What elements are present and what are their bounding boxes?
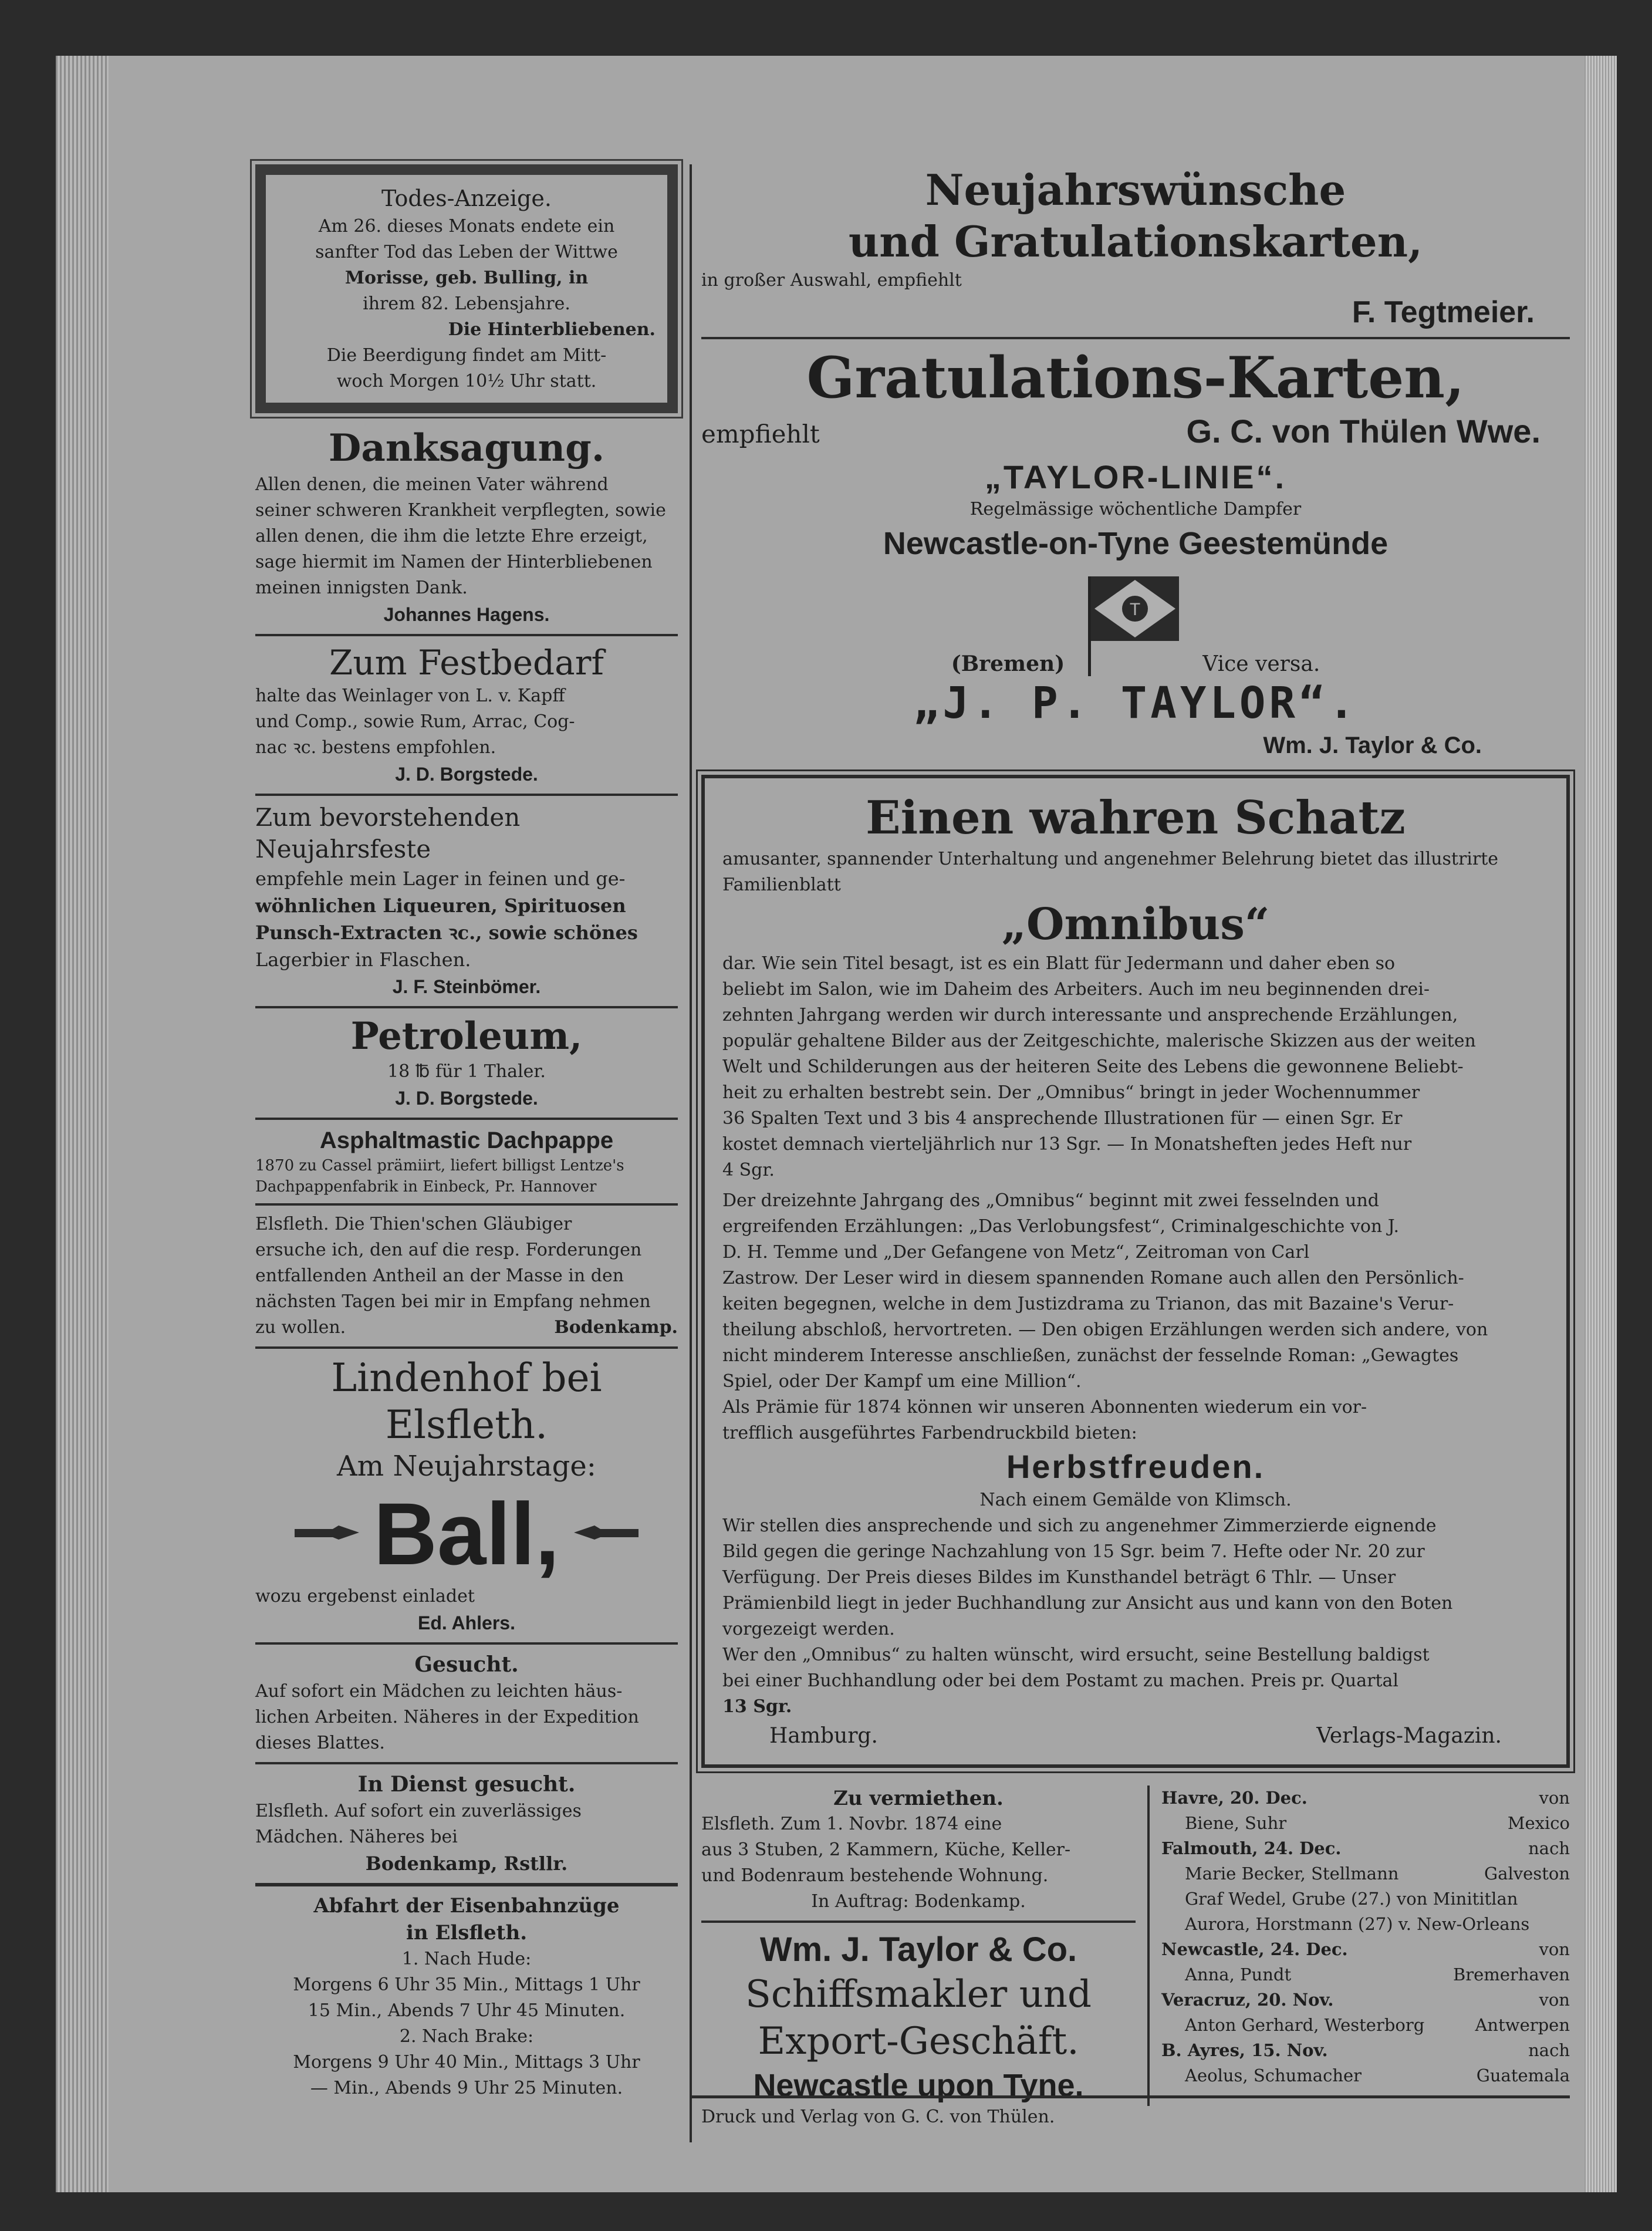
taylor-name: „J. P. TAYLOR“. <box>913 678 1359 728</box>
text-line: zu wollen. <box>255 1317 346 1338</box>
text-line: allen denen, die ihm die letzte Ehre erzeigt, <box>255 526 648 546</box>
text-line: 4 Sgr. <box>722 1160 775 1180</box>
death-notice-title: Todes-Anzeige. <box>381 185 552 211</box>
signature: Die Hinterbliebenen. <box>448 319 656 340</box>
text-line: ergreifenden Erzählungen: „Das Verlobungsfest“, Criminalgeschichte von J. <box>722 1216 1400 1237</box>
text-line: 1870 zu Cassel prämiirt, liefert billigst Lentze's <box>255 1157 624 1174</box>
omnibus-paragraph-1 <box>722 951 1549 1183</box>
text-line: theilung abschloß, hervortreten. — Den obigen Erzählungen werden sich andere, von <box>722 1319 1488 1340</box>
ship-entry: B. Ayres, 15. Nov. <box>1161 2040 1328 2060</box>
ship-entry: Biene, Suhr <box>1185 1813 1287 1833</box>
heading: Gesucht. <box>414 1652 519 1677</box>
text-line: sage hiermit im Namen der Hinterbliebenen <box>255 552 653 572</box>
train-schedule <box>255 1892 678 2101</box>
dienst-ad <box>255 1770 678 1877</box>
left-column <box>255 164 678 2101</box>
divider <box>255 1883 678 1886</box>
text-line: ersuche ich, den auf die resp. Forderungen <box>255 1240 642 1260</box>
text-line: Verfügung. Der Preis dieses Bildes im Kunsthandel beträgt 6 Thlr. — Unser <box>722 1567 1396 1588</box>
ship-entry: Havre, 20. Dec. <box>1161 1788 1308 1808</box>
heading: Neujahrswünsche <box>925 165 1346 215</box>
ship-entry: Aeolus, Schumacher <box>1185 2065 1362 2085</box>
ship-destination: von <box>1539 1939 1570 1959</box>
ship-destination: nach <box>1528 1838 1570 1858</box>
text-line: dieses Blattes. <box>255 1733 385 1753</box>
divider <box>255 794 678 796</box>
text-line: woch Morgen 10½ Uhr statt. <box>336 371 597 391</box>
text-line: nächsten Tagen bei mir in Empfang nehmen <box>255 1291 651 1312</box>
divider <box>255 1642 678 1645</box>
text-line: vorgezeigt werden. <box>722 1619 895 1639</box>
ship-destination: von <box>1539 1990 1570 2010</box>
signature: Wm. J. Taylor & Co. <box>1263 733 1482 758</box>
ship-entry: Aurora, Horstmann (27) v. New-Orleans <box>1185 1914 1530 1934</box>
text-line: sanfter Tod das Leben der Wittwe <box>315 242 618 262</box>
text-line: halte das Weinlager von L. v. Kapff <box>255 686 565 706</box>
column-rule <box>690 164 692 2142</box>
ship-row <box>1161 2063 1570 2088</box>
ship-destination: Mexico <box>1507 1813 1570 1833</box>
text-line: Morgens 9 Uhr 40 Min., Mittags 3 Uhr <box>293 2052 640 2073</box>
text-line: Familienblatt <box>722 875 841 895</box>
text-line: 18 ℔ für 1 Thaler. <box>387 1061 546 1082</box>
ship-row <box>1161 1786 1570 1811</box>
heading: „TAYLOR-LINIE“. <box>984 458 1287 495</box>
omnibus-paragraph-3 <box>722 1513 1549 1720</box>
signature: J. D. Borgstede. <box>395 1088 538 1109</box>
text-line: Am 26. dieses Monats endete ein <box>318 216 615 237</box>
text-line: Vice versa. <box>1202 652 1320 676</box>
ship-entry: Veracruz, 20. Nov. <box>1161 1990 1334 2010</box>
route-label: 2. Nach Brake: <box>399 2026 534 2047</box>
taylor-line-ad <box>701 458 1570 761</box>
flag-letter: T <box>1130 600 1141 619</box>
ship-row <box>1161 1937 1570 1962</box>
text-line: lichen Arbeiten. Näheres in der Expedition <box>255 1707 639 1727</box>
publisher: Verlags-Magazin. <box>1316 1724 1502 1748</box>
picture-title: Herbstfreuden. <box>1006 1448 1265 1485</box>
omnibus-ad <box>701 775 1570 1768</box>
page-edge-left <box>56 56 109 2192</box>
text-line: bei einer Buchhandlung oder bei dem Postamt zu machen. Preis pr. Quartal <box>722 1670 1398 1691</box>
newspaper-page <box>56 56 1617 2192</box>
text-line: amusanter, spannender Unterhaltung und angenehmer Belehrung bietet das illustrirte <box>722 849 1499 869</box>
text-line: trefflich ausgeführtes Farbendruckbild bieten: <box>722 1423 1137 1443</box>
heading: In Dienst gesucht. <box>357 1772 576 1797</box>
asphalt-ad <box>255 1126 678 1197</box>
heading: Danksagung. <box>328 426 605 470</box>
signature: J. F. Steinbömer. <box>392 976 541 997</box>
subheading: in Elsfleth. <box>406 1921 528 1945</box>
ship-destination: Bremerhaven <box>1452 1965 1570 1984</box>
lindenhof-ad <box>255 1355 678 1636</box>
text-line: beliebt im Salon, wie im Daheim des Arbeiters. Auch im neu beginnenden drei- <box>722 979 1430 1000</box>
signature: Johannes Hagens. <box>383 604 550 625</box>
text-line: Welt und Schilderungen aus der heiteren Seite des Lebens die gewonnene Beliebt- <box>722 1057 1464 1077</box>
ball-title: Ball, <box>373 1484 560 1583</box>
magazine-name: „Omnibus“ <box>1001 899 1270 950</box>
ship-entry: Graf Wedel, Grube (27.) von Minititlan <box>1185 1889 1518 1909</box>
text-line: 13 Sgr. <box>722 1696 792 1717</box>
city: Hamburg. <box>769 1724 878 1748</box>
ship-row <box>1161 1987 1570 2013</box>
text-line: populär gehaltene Bilder aus der Zeitgeschichte, malerische Skizzen aus der weiten <box>722 1031 1476 1051</box>
ship-destination: Antwerpen <box>1475 2015 1570 2035</box>
text-line: Prämienbild liegt in jeder Buchhandlung zur Ansicht aus und kann von den Boten <box>722 1593 1453 1614</box>
ship-row <box>1161 1836 1570 1861</box>
text-line: Elsfleth. Auf sofort ein zuverlässiges <box>255 1801 582 1821</box>
rent-ad <box>701 1786 1136 1915</box>
text-line: Der dreizehnte Jahrgang des „Omnibus“ beginnt mit zwei fesselnden und <box>722 1190 1380 1211</box>
text-line: aus 3 Stuben, 2 Kammern, Küche, Keller- <box>701 1840 1071 1860</box>
route-line: Newcastle-on-Tyne Geestemünde <box>883 526 1389 561</box>
text-line: und Bodenraum bestehende Wohnung. <box>701 1865 1049 1886</box>
text-line: in großer Auswahl, empfiehlt <box>701 270 962 291</box>
text-line: keiten begegnen, welche in dem Justizdrama zu Trianon, das mit Bazaine's Verur- <box>722 1294 1454 1314</box>
heading: Gratulations-Karten, <box>806 345 1465 411</box>
gratulation-ad <box>701 345 1570 452</box>
signature: J. D. Borgstede. <box>395 764 538 785</box>
ship-entry: Anton Gerhard, Westerborg <box>1185 2015 1425 2035</box>
rent-and-broker <box>701 1786 1147 2106</box>
divider <box>255 634 678 636</box>
death-notice <box>255 164 678 413</box>
ship-destination: von <box>1539 1788 1570 1808</box>
signature: F. Tegtmeier. <box>1352 295 1535 329</box>
text-line: 15 Min., Abends 7 Uhr 45 Minuten. <box>308 2000 626 2021</box>
text-line: empfehle mein Lager in feinen und ge- <box>255 868 626 890</box>
thanks-notice <box>255 425 678 628</box>
text-line: Allen denen, die meinen Vater während <box>255 474 609 495</box>
text-line: empfiehlt <box>701 420 820 448</box>
pointing-hand-left-icon <box>571 1522 641 1545</box>
text-line: Wir stellen dies ansprechende und sich zu angenehmer Zimmerzierde eignende <box>722 1516 1437 1536</box>
text-line: entfallenden Antheil an der Masse in den <box>255 1265 624 1286</box>
text-line: seiner schweren Krankheit verpflegten, sowie <box>255 500 666 521</box>
text-line: kostet demnach vierteljährlich nur 13 Sgr. — In Monatsheften jedes Heft nur <box>722 1134 1412 1155</box>
heading: Abfahrt der Eisenbahnzüge <box>313 1894 620 1918</box>
ship-row <box>1161 1912 1570 1937</box>
text-line: — Min., Abends 9 Uhr 25 Minuten. <box>310 2078 623 2098</box>
text-line: Morgens 6 Uhr 35 Min., Mittags 1 Uhr <box>293 1975 640 1995</box>
signature: Ed. Ahlers. <box>418 1612 515 1633</box>
signature: Bodenkamp, Rstllr. <box>365 1852 568 1875</box>
omnibus-paragraph-2 <box>722 1188 1549 1446</box>
heading: Zum Festbedarf <box>329 643 604 683</box>
bottom-split <box>701 1786 1570 2106</box>
right-column <box>701 164 1570 2106</box>
divider <box>255 1203 678 1206</box>
text-line: (Bremen) <box>951 652 1065 676</box>
text-line: Auf sofort ein Mädchen zu leichten häus- <box>255 1681 623 1702</box>
divider <box>255 1762 678 1764</box>
divider <box>255 1346 678 1349</box>
flag-icon <box>1088 576 1179 676</box>
ship-row <box>1161 2013 1570 2038</box>
ship-entry: Anna, Pundt <box>1185 1965 1292 1984</box>
text-line: nac ꝛc. bestens empfohlen. <box>255 737 496 758</box>
heading: Schiffsmakler und <box>745 1973 1092 2016</box>
ship-row <box>1161 2038 1570 2063</box>
heading: Zu vermiethen. <box>833 1787 1004 1810</box>
heading: Lindenhof bei Elsfleth. <box>331 1355 602 1447</box>
text-line: heit zu erhalten bestrebt sein. Der „Omnibus“ bringt in jeder Wochennummer <box>722 1082 1420 1103</box>
ship-entry: Falmouth, 24. Dec. <box>1161 1838 1342 1858</box>
omnibus-footer <box>722 1720 1549 1753</box>
text-line: In Auftrag: Bodenkamp. <box>811 1891 1026 1912</box>
ship-row <box>1161 1861 1570 1886</box>
pointing-hand-right-icon <box>292 1522 362 1545</box>
ship-destination: nach <box>1528 2040 1570 2060</box>
text-line: und Comp., sowie Rum, Arrac, Cog- <box>255 711 575 732</box>
text-line: Als Prämie für 1874 können wir unseren Abonnenten wiederum ein vor- <box>722 1397 1367 1417</box>
heading: und Gratulationskarten, <box>848 217 1423 266</box>
text-line: ihrem 82. Lebensjahre. <box>363 293 570 314</box>
thien-notice <box>255 1211 678 1341</box>
ship-entry: Marie Becker, Stellmann <box>1185 1864 1399 1884</box>
imprint: Druck und Verlag von G. C. von Thülen. <box>701 2107 1055 2127</box>
signature: Bodenkamp. <box>554 1317 678 1338</box>
text-line: Wer den „Omnibus“ zu halten wünscht, wird ersucht, seine Bestellung baldigst <box>722 1645 1430 1665</box>
petroleum-ad <box>255 1014 678 1112</box>
gesucht-ad <box>255 1651 678 1756</box>
text-line: Dachpappenfabrik in Einbeck, Pr. Hannover <box>255 1178 597 1196</box>
text-line: D. H. Temme und „Der Gefangene von Metz“, Zeitroman von Carl <box>722 1242 1310 1263</box>
divider <box>255 1118 678 1120</box>
neujahr-ad <box>255 802 678 1000</box>
heading: Newcastle upon Tyne. <box>753 2068 1084 2103</box>
heading: Einen wahren Schatz <box>866 791 1406 845</box>
text-line: Morisse, geb. Bulling, in <box>344 268 589 288</box>
greeting-cards-ad <box>701 164 1570 331</box>
shipbroker-ad <box>701 1929 1136 2106</box>
heading: Petroleum, <box>350 1014 583 1058</box>
text-line: nicht minderem Interesse anschließen, zunächst der fesselnde Roman: „Gewagtes <box>722 1345 1459 1366</box>
page-edge-right <box>1585 56 1617 2192</box>
ship-row <box>1161 1886 1570 1912</box>
heading: Wm. J. Taylor & Co. <box>759 1930 1077 1969</box>
text-line: wozu ergebenst einladet <box>255 1586 475 1606</box>
text-line: Punsch-Extracten ꝛc., sowie schönes <box>255 922 638 944</box>
text-line: Zastrow. Der Leser wird in diesem spannenden Romane auch allen den Persönlich- <box>722 1268 1464 1288</box>
text-line: zehnten Jahrgang werden wir durch interessante und ansprechende Erzählungen, <box>722 1005 1458 1025</box>
signature: G. C. von Thülen Wwe. <box>1186 413 1540 450</box>
text-line: Mädchen. Näheres bei <box>255 1827 458 1847</box>
festbedarf-ad <box>255 642 678 788</box>
text-line: Bild gegen die geringe Nachzahlung von 15 Sgr. beim 7. Hefte oder Nr. 20 zur <box>722 1541 1425 1562</box>
text-line: Die Beerdigung findet am Mitt- <box>326 345 607 366</box>
divider <box>701 1921 1136 1923</box>
text-line: Elsfleth. Die Thien'schen Gläubiger <box>255 1214 572 1234</box>
subheading: Am Neujahrstage: <box>337 1450 596 1483</box>
text-line: meinen innigsten Dank. <box>255 578 468 598</box>
ball-banner <box>255 1484 678 1584</box>
ship-row <box>1161 1962 1570 1987</box>
text-line: Nach einem Gemälde von Klimsch. <box>979 1490 1292 1510</box>
footer-rule <box>690 2095 1570 2098</box>
route-label: 1. Nach Hude: <box>401 1949 532 1969</box>
ship-destination: Galveston <box>1484 1864 1570 1884</box>
text-line: wöhnlichen Liqueuren, Spirituosen <box>255 895 626 917</box>
divider <box>701 337 1570 339</box>
text-line: Regelmässige wöchentliche Dampfer <box>969 499 1302 519</box>
ship-entry: Newcastle, 24. Dec. <box>1161 1939 1348 1959</box>
ship-destination: Guatemala <box>1476 2065 1570 2085</box>
heading: Zum bevorstehenden Neujahrsfeste <box>255 803 521 863</box>
shipping-news <box>1150 1786 1570 2106</box>
text-line: Spiel, oder Der Kampf um eine Million“. <box>722 1371 1082 1392</box>
text-line: dar. Wie sein Titel besagt, ist es ein Blatt für Jedermann und daher eben so <box>722 953 1396 974</box>
heading: Asphaltmastic Dachpappe <box>319 1128 614 1153</box>
text-line: Elsfleth. Zum 1. Novbr. 1874 eine <box>701 1814 1002 1834</box>
ship-row <box>1161 1811 1570 1836</box>
heading: Export-Geschäft. <box>758 2020 1079 2063</box>
divider <box>255 1006 678 1008</box>
text-line: Lagerbier in Flaschen. <box>255 949 471 971</box>
text-line: 36 Spalten Text und 3 bis 4 ansprechende Illustrationen für — einen Sgr. Er <box>722 1108 1403 1129</box>
flag-row <box>701 576 1570 676</box>
